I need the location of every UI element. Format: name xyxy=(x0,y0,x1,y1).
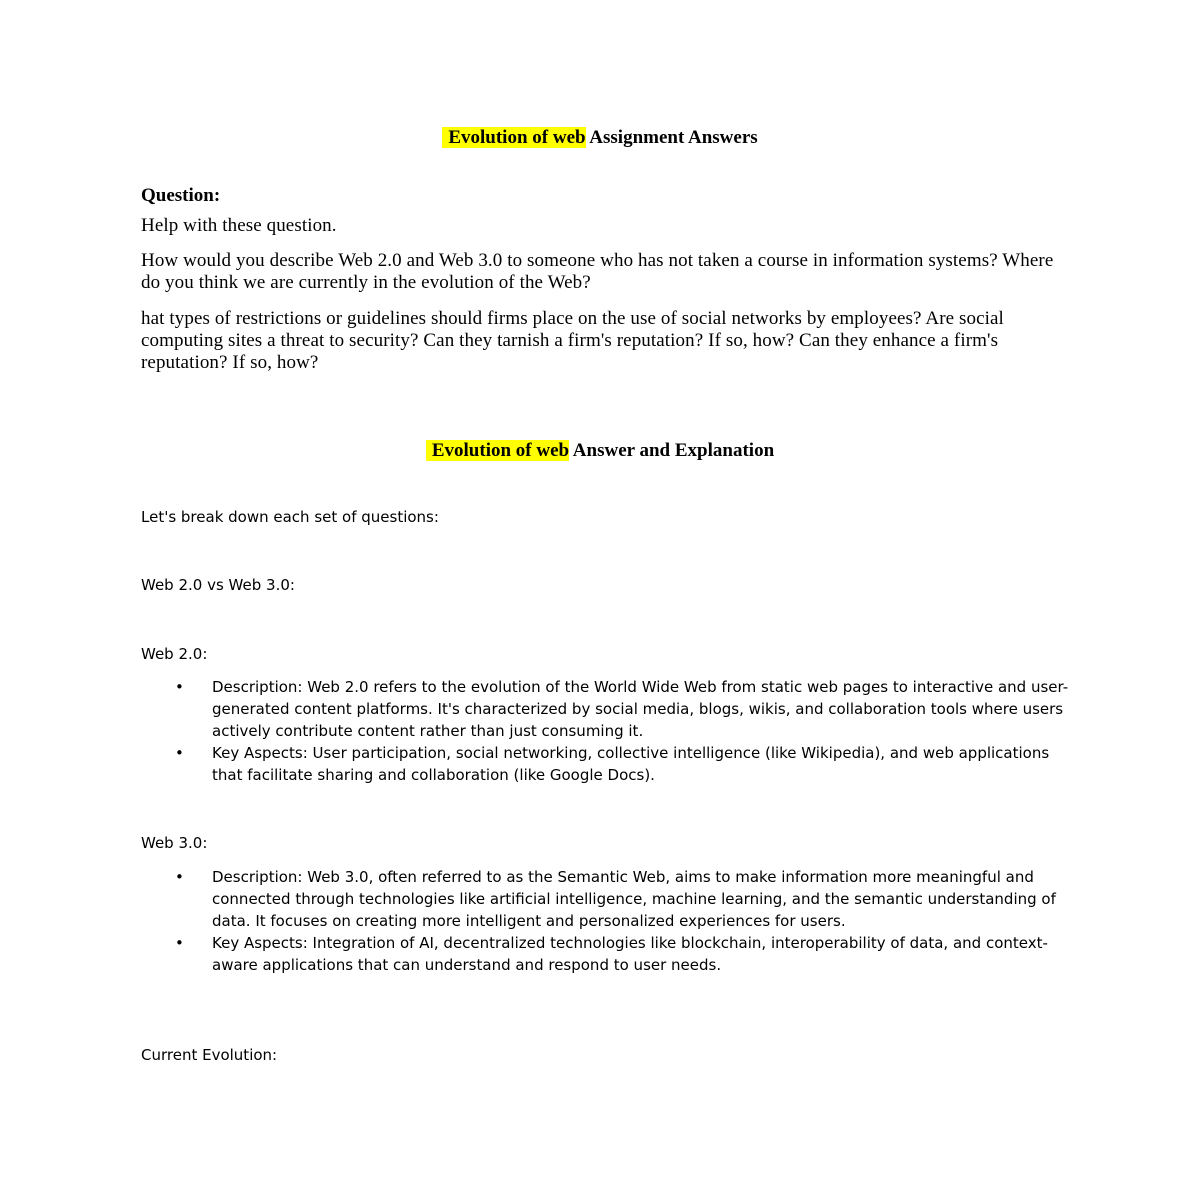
answer-intro: Let's break down each set of questions: xyxy=(141,508,439,526)
assignment-title xyxy=(0,126,1200,150)
title-highlight: Evolution of web xyxy=(426,440,569,461)
bullet-text: Key Aspects: Integration of AI, decentralized technologies like blockchain, interoperability of data, and context-aware applications that can understand and respond to user needs. xyxy=(212,934,1048,974)
answer-title xyxy=(0,439,1200,463)
bullet-text: Description: Web 3.0, often referred to as the Semantic Web, aims to make information more meaningful and connected through technologies like artificial intelligence, machine learning, and the semantic understanding of data. It focuses on creating more intelligent and personalized experiences for users. xyxy=(212,868,1056,930)
list-item xyxy=(141,932,1071,976)
bullet-icon: • xyxy=(175,934,184,952)
bullet-text: Description: Web 2.0 refers to the evolution of the World Wide Web from static web pages to interactive and user-generated content platforms. It's characterized by social media, blogs, wikis, and collaboration tools where users actively contribute content rather than just consuming it. xyxy=(212,678,1069,740)
question-paragraph-1: How would you describe Web 2.0 and Web 3.0 to someone who has not taken a course in information systems? Where do you think we are currently in the evolution of the Web? xyxy=(141,250,1054,293)
section-heading: Web 2.0 vs Web 3.0: xyxy=(141,576,295,594)
web2-bullet-list xyxy=(141,676,1071,786)
bullet-icon: • xyxy=(175,868,184,886)
title-highlight: Evolution of web xyxy=(442,127,585,148)
bullet-icon: • xyxy=(175,744,184,762)
title-rest: Answer and Explanation xyxy=(569,440,775,461)
bullet-text: Key Aspects: User participation, social networking, collective intelligence (like Wikipedia), and web applications that facilitate sharing and collaboration (like Google Docs). xyxy=(212,744,1050,784)
question-paragraph-2: hat types of restrictions or guidelines should firms place on the use of social networks by employees? Are social computing sites a threat to security? Can they tarnish a firm's reputation? If so, how? Can they enhance a firm's reputation? If so, how? xyxy=(141,308,1004,373)
web3-heading: Web 3.0: xyxy=(141,834,208,852)
current-evolution-heading: Current Evolution: xyxy=(141,1046,278,1064)
web2-heading: Web 2.0: xyxy=(141,645,208,663)
web3-bullet-list xyxy=(141,866,1071,976)
list-item xyxy=(141,866,1071,932)
list-item xyxy=(141,676,1071,742)
title-rest: Assignment Answers xyxy=(585,127,758,148)
list-item xyxy=(141,742,1071,786)
question-label: Question: xyxy=(141,185,221,206)
bullet-icon: • xyxy=(175,678,184,696)
question-intro: Help with these question. xyxy=(141,215,337,236)
